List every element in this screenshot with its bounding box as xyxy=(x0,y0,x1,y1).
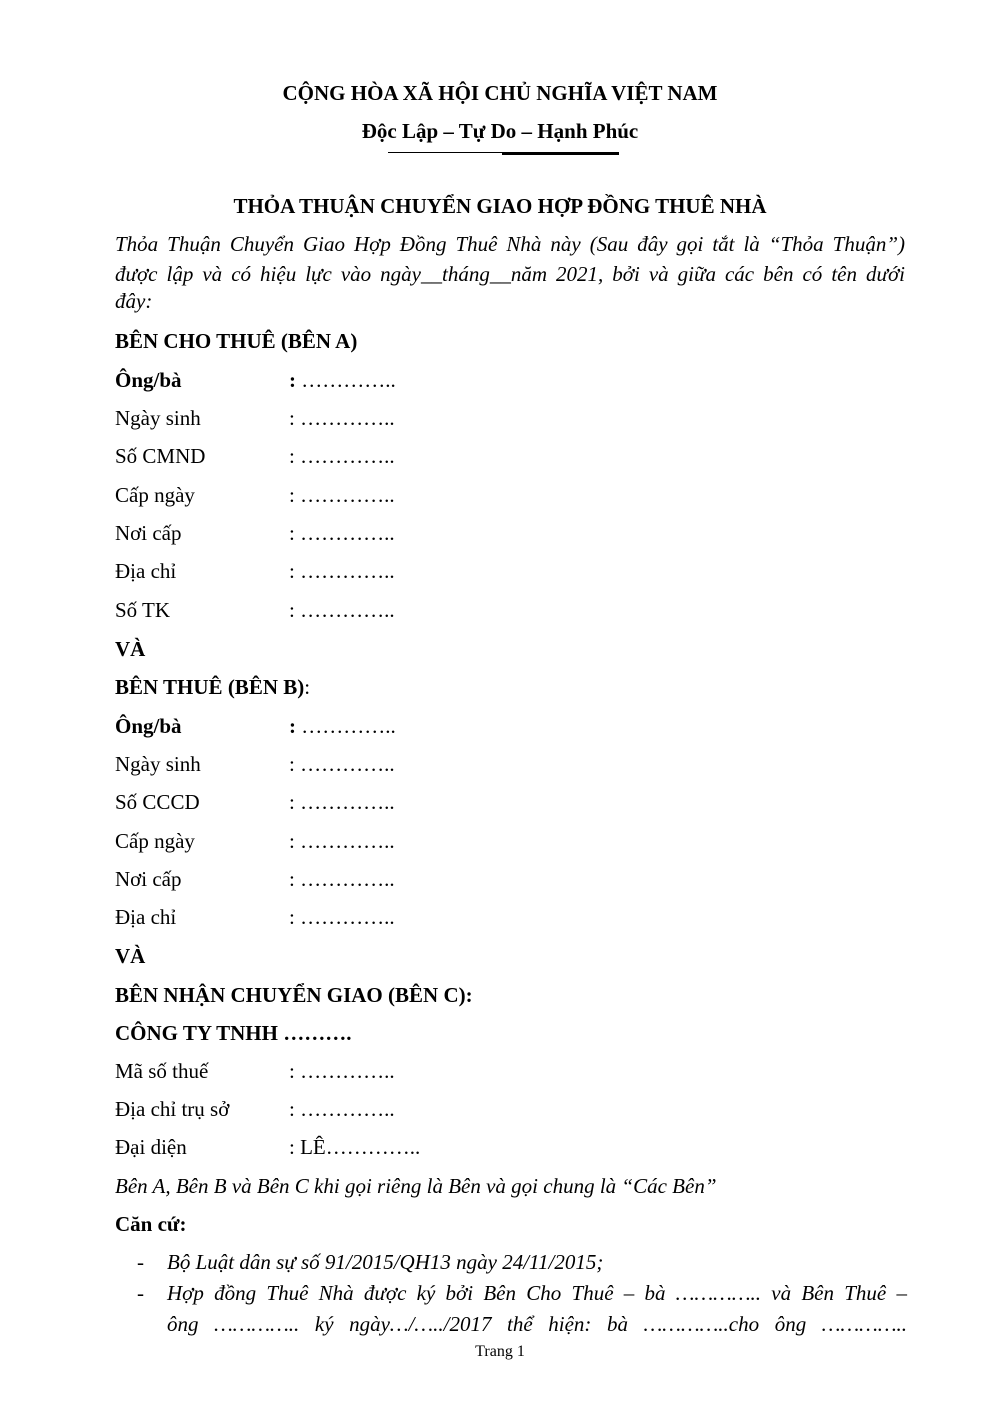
party-b-value-issue-date: : ………….. xyxy=(289,829,395,853)
party-a-value-issue-date: : ………….. xyxy=(289,483,395,507)
nation-heading: CỘNG HÒA XÃ HỘI CHỦ NGHĨA VIỆT NAM xyxy=(282,81,718,105)
parties-note: Bên A, Bên B và Bên C khi gọi riêng là Bên và gọi chung là “Các Bên” xyxy=(115,1174,717,1198)
party-b-label-birth: Ngày sinh xyxy=(115,752,201,776)
party-a-value-birth: : ………….. xyxy=(289,406,395,430)
party-c-heading: BÊN NHẬN CHUYỂN GIAO (BÊN C): xyxy=(115,983,473,1007)
party-b-value-id: : ………….. xyxy=(289,790,395,814)
motto-underline-left xyxy=(388,152,502,153)
party-b-label-address: Địa chỉ xyxy=(115,905,177,929)
party-a-value-address: : ………….. xyxy=(289,559,395,583)
basis-heading: Căn cứ: xyxy=(115,1212,187,1236)
party-b-value-address: : ………….. xyxy=(289,905,395,929)
party-b-value-birth: : ………….. xyxy=(289,752,395,776)
intro-line-3: đây: xyxy=(115,289,153,313)
motto: Độc Lập – Tự Do – Hạnh Phúc xyxy=(361,119,639,143)
party-a-label-address: Địa chỉ xyxy=(115,559,177,583)
party-a-label-account: Số TK xyxy=(115,598,171,622)
party-a-value-name: : ………….. xyxy=(289,368,396,392)
party-c-company: CÔNG TY TNHH ………. xyxy=(115,1021,352,1045)
party-a-value-account: : ………….. xyxy=(289,598,395,622)
party-c-value-representative: : LÊ………….. xyxy=(289,1135,421,1159)
party-c-label-office: Địa chỉ trụ sở xyxy=(115,1097,230,1121)
party-a-label-birth: Ngày sinh xyxy=(115,406,201,430)
party-b-label-issue-place: Nơi cấp xyxy=(115,867,182,891)
intro-line-2: được lập và có hiệu lực vào ngày__tháng__năm 2021, bởi và giữa các bên có tên dưới xyxy=(115,262,905,286)
party-a-label-issue-place: Nơi cấp xyxy=(115,521,182,545)
basis-item-1: Bộ Luật dân sự số 91/2015/QH13 ngày 24/11/2015; xyxy=(167,1250,604,1274)
party-a-value-issue-place: : ………….. xyxy=(289,521,395,545)
party-b-heading: BÊN THUÊ (BÊN B): xyxy=(115,675,311,699)
and-separator-1: VÀ xyxy=(115,637,146,661)
basis-item-2-line-1: Hợp đồng Thuê Nhà được ký bởi Bên Cho Thuê – bà ………….. và Bên Thuê – xyxy=(167,1281,907,1305)
party-b-value-issue-place: : ………….. xyxy=(289,867,395,891)
party-b-label-issue-date: Cấp ngày xyxy=(115,829,195,853)
party-a-label-id: Số CMND xyxy=(115,444,206,468)
basis-dash-1: - xyxy=(137,1250,144,1274)
party-b-label-id: Số CCCD xyxy=(115,790,200,814)
party-b-label-name: Ông/bà xyxy=(115,714,182,738)
page-number: Trang 1 xyxy=(475,1343,525,1360)
party-a-heading: BÊN CHO THUÊ (BÊN A) xyxy=(115,329,358,353)
party-c-value-tax: : ………….. xyxy=(289,1059,395,1083)
and-separator-2: VÀ xyxy=(115,944,146,968)
party-a-label-issue-date: Cấp ngày xyxy=(115,483,195,507)
basis-item-2-line-2: ông ………….. ký ngày…/…../2017 thể hiện: bà …………..cho ông ………….. xyxy=(167,1312,907,1336)
party-c-label-tax: Mã số thuế xyxy=(115,1059,209,1083)
motto-underline-right xyxy=(502,152,619,155)
party-b-value-name: : ………….. xyxy=(289,714,396,738)
party-a-label-name: Ông/bà xyxy=(115,368,182,392)
basis-dash-2: - xyxy=(137,1281,144,1305)
document-title: THỎA THUẬN CHUYỂN GIAO HỢP ĐỒNG THUÊ NHÀ xyxy=(233,194,767,218)
intro-line-1: Thỏa Thuận Chuyển Giao Hợp Đồng Thuê Nhà này (Sau đây gọi tắt là “Thỏa Thuận”) xyxy=(115,232,905,256)
party-c-value-office: : ………….. xyxy=(289,1097,395,1121)
party-c-label-representative: Đại diện xyxy=(115,1135,187,1159)
party-a-value-id: : ………….. xyxy=(289,444,395,468)
